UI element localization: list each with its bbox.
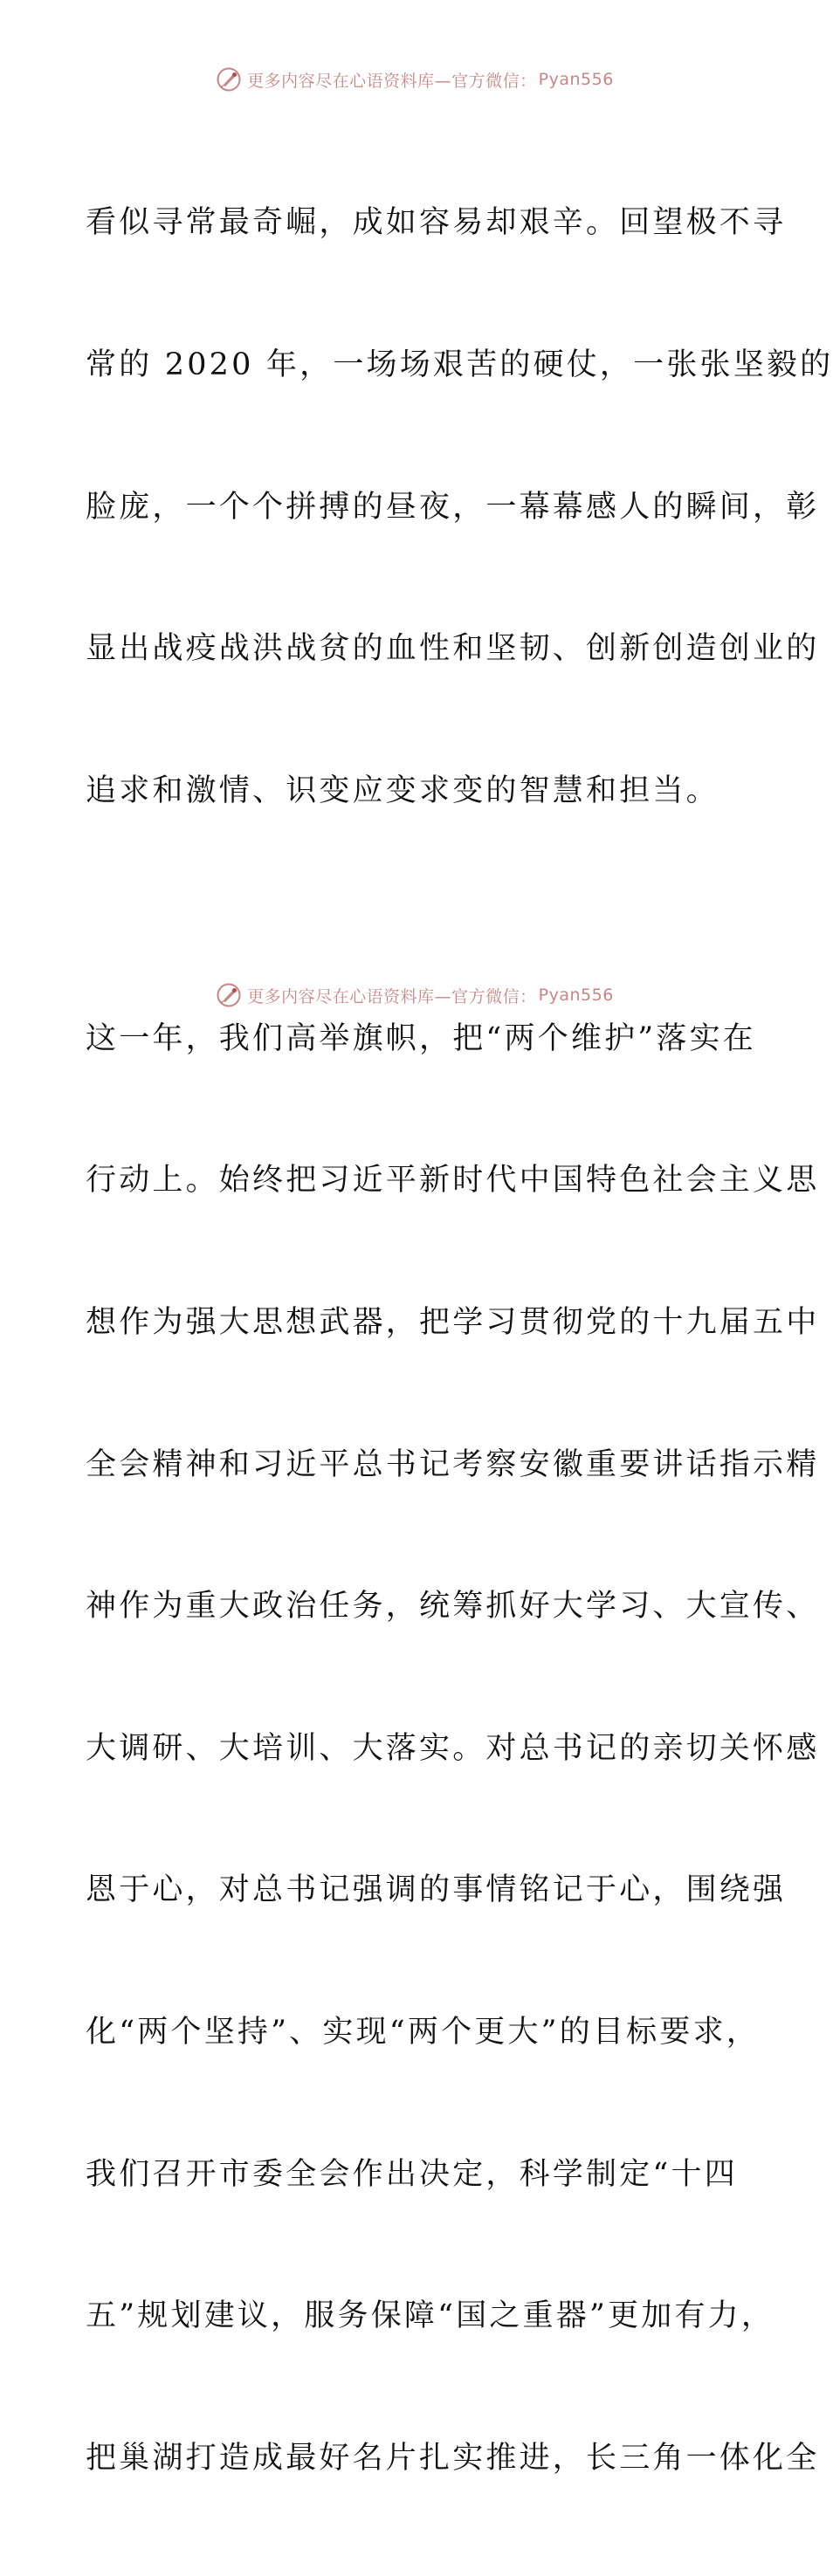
text-line: 看似寻常最奇崛，成如容易却艰辛。回望极不寻 <box>86 205 787 241</box>
text-line: 化“两个坚持”、实现“两个更大”的目标要求， <box>86 2014 760 2050</box>
quill-pen-logo-icon <box>216 66 242 93</box>
header-watermark <box>0 62 830 97</box>
text-line: 把巢湖打造成最好名片扎实推进，长三角一体化全 <box>86 2440 820 2476</box>
document-body <box>86 105 833 2576</box>
text-line: 想作为强大思想武器，把学习贯彻党的十九届五中 <box>86 1304 820 1340</box>
text-line: 大调研、大培训、大落实。对总书记的亲切关怀感 <box>86 1730 820 1766</box>
watermark-text: 更多内容尽在心语资料库—官方微信： <box>247 986 537 1006</box>
text-line: 追求和激情、识变应变求变的智慧和担当。 <box>86 773 719 808</box>
watermark-account: Pyan556 <box>538 986 614 1005</box>
text-line: 脸庞，一个个拼搏的昼夜，一幕幕感人的瞬间，彰 <box>86 489 820 525</box>
text-line: 全会精神和习近平总书记考察安徽重要讲话指示精 <box>86 1446 820 1482</box>
text-line: 显出战疫战洪战贫的血性和坚韧、创新创造创业的 <box>86 631 820 667</box>
text-line: 恩于心，对总书记强调的事情铭记于心，围绕强 <box>86 1872 787 1908</box>
text-line: 这一年，我们高举旗帜，把“两个维护”落实在 <box>86 1020 756 1056</box>
text-line: 常的 2020 年，一场场艰苦的硬仗，一张张坚毅的 <box>86 347 833 382</box>
text-line: 五”规划建议，服务保障“国之重器”更加有力， <box>86 2298 775 2334</box>
watermark-text: 更多内容尽在心语资料库—官方微信： <box>247 71 537 91</box>
paragraph-2 <box>86 920 820 2576</box>
text-line: 神作为重大政治任务，统筹抓好大学习、大宣传、 <box>86 1589 820 1625</box>
paragraph-1 <box>86 105 833 909</box>
text-line: 我们召开市委全会作出决定，科学制定“十四 <box>86 2156 738 2192</box>
footer-watermark <box>0 978 830 1013</box>
text-line: 行动上。始终把习近平新时代中国特色社会主义思 <box>86 1163 820 1199</box>
quill-pen-logo-icon <box>216 982 242 1008</box>
watermark-account: Pyan556 <box>538 70 614 89</box>
